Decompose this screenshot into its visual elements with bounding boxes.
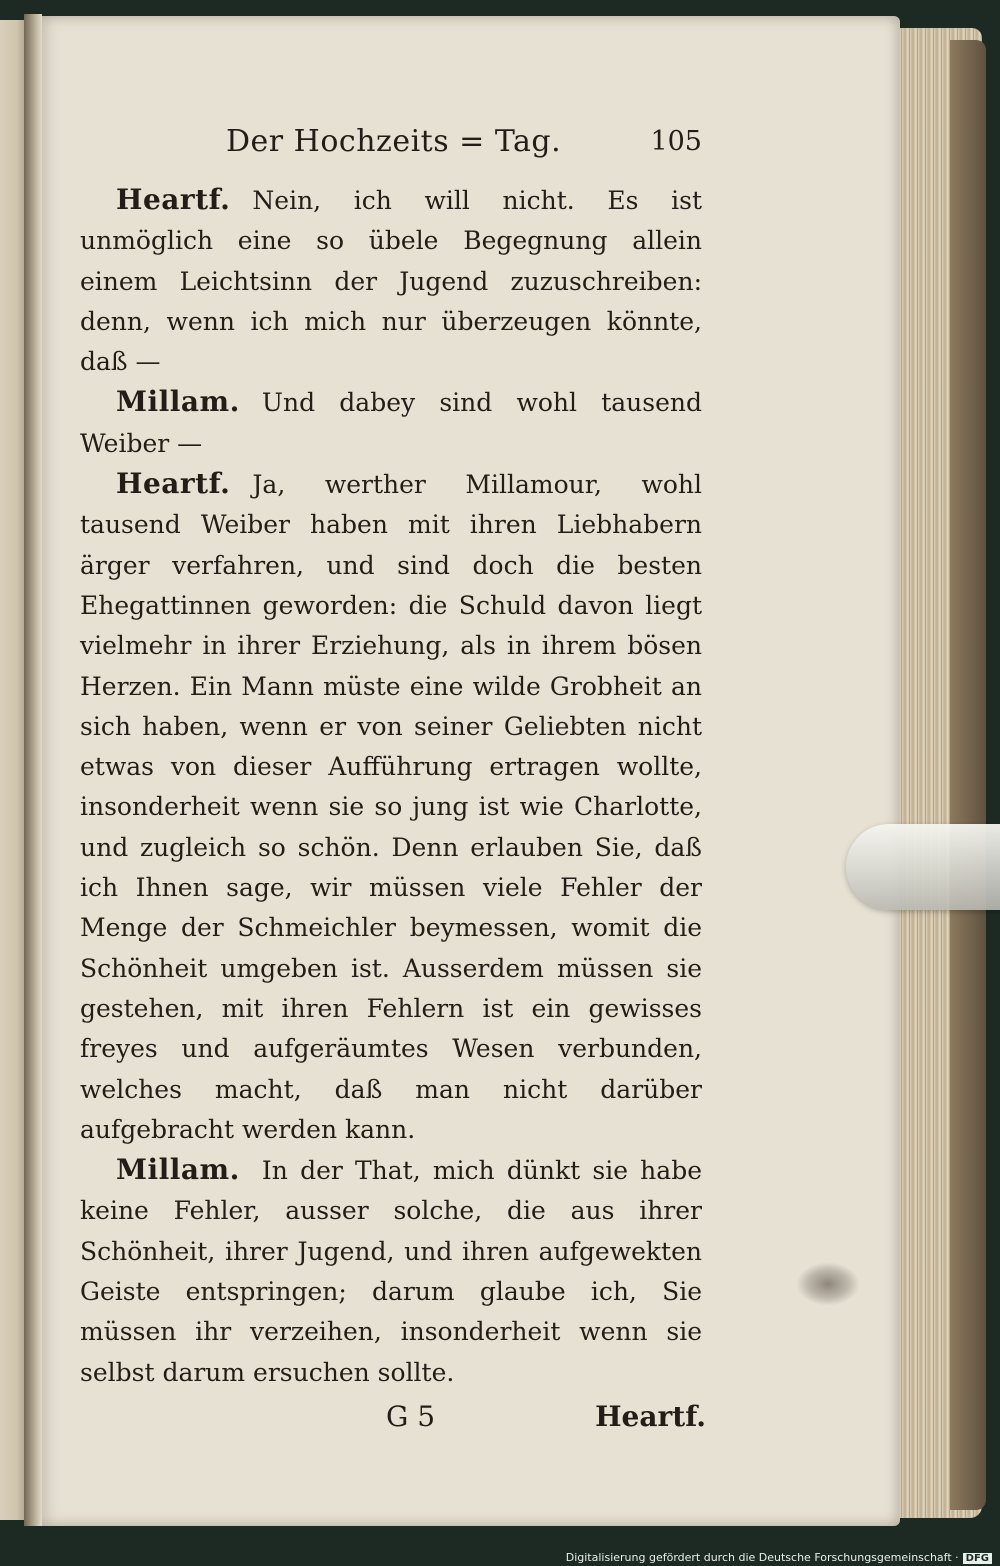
digitization-credit bbox=[566, 1551, 992, 1564]
dialogue-paragraph bbox=[80, 180, 702, 382]
running-title: Der Hochzeits = Tag. bbox=[226, 124, 562, 159]
dialogue-text: In der That, mich dünkt sie habe keine Fehler, ausser solche, die aus ihrer Schönheit, ihrer Jugend, und ihren aufgewekten Geiste entspringen; darum glaube ich, Sie müssen ihr verzeihen, insonderheit wenn sie selbst darum ersuchen sollte. bbox=[80, 1156, 702, 1387]
page-header bbox=[80, 116, 702, 168]
speaker-name: Millam. bbox=[116, 385, 240, 419]
dialogue-paragraph bbox=[80, 382, 702, 464]
speaker-name: Heartf. bbox=[116, 467, 231, 501]
dialogue-paragraph bbox=[80, 1150, 702, 1393]
signature-mark: G 5 bbox=[386, 1399, 436, 1433]
dialogue-text: Ja, werther Millamour, wohl tausend Weiber haben mit ihren Liebhabern ärger verfahren, und sind doch die besten Ehegattinnen geworden: die Schuld davon liegt vielmehr in ihrer Erziehung, als in ihrem bösen Herzen. Ein Mann müste eine wilde Grobheit an sich haben, wenn er von seiner Geliebten nicht etwas von dieser Aufführung ertragen wollte, insonderheit wenn sie so jung ist wie Charlotte, und zugleich so schön. Denn erlauben Sie, daß ich Ihnen sage, wir müssen viele Fehler der Menge der Schmeichler beymessen, womit die Schönheit umgeben ist. Ausserdem müssen sie gestehen, mit ihren Fehlern ist ein gewisses freyes und aufgeräumtes Wesen verbunden, welches macht, daß man nicht darüber aufgebracht werden kann. bbox=[80, 470, 702, 1144]
page-footer bbox=[80, 1397, 706, 1441]
dialogue-text: Nein, ich will nicht. Es ist unmöglich eine so übele Begegnung allein einem Leichtsinn der Jugend zuzuschreiben: denn, wenn ich mich nur überzeugen könnte, daß — bbox=[80, 186, 702, 377]
dialogue-paragraph bbox=[80, 464, 702, 1150]
book-gutter bbox=[24, 14, 42, 1526]
page-text-block bbox=[80, 116, 706, 1441]
credit-text: Digitalisierung gefördert durch die Deutsche Forschungsgemeinschaft · bbox=[565, 1551, 959, 1564]
page-number: 105 bbox=[650, 126, 702, 157]
catchword: Heartf. bbox=[595, 1399, 706, 1433]
speaker-name: Heartf. bbox=[116, 183, 231, 216]
speaker-name: Millam. bbox=[116, 1153, 240, 1187]
book-cover-edge bbox=[950, 40, 986, 1510]
page-clip bbox=[846, 824, 1000, 910]
dfg-logo: DFG bbox=[963, 1553, 992, 1564]
dialogue-text: Und dabey sind wohl tausend Weiber — bbox=[80, 388, 702, 458]
ink-stain bbox=[796, 1262, 860, 1306]
